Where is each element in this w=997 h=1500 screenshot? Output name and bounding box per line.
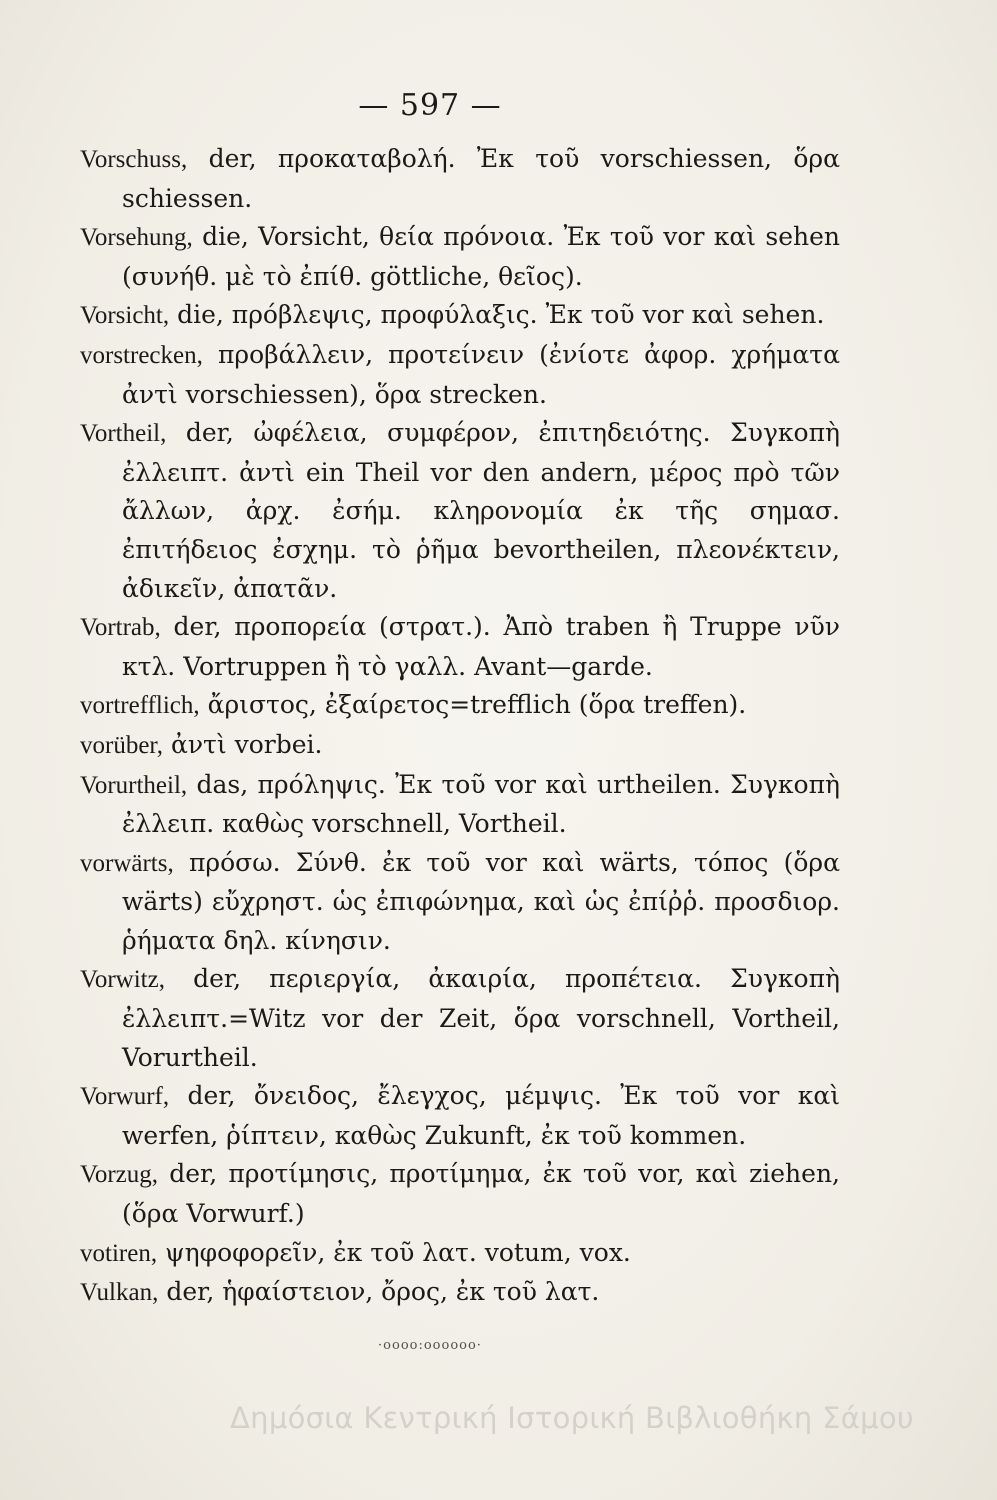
entry-headword: Vorsicht, bbox=[80, 302, 170, 330]
entry-headword: Vortheil, bbox=[80, 420, 167, 448]
entry-headword: Vorzug, bbox=[80, 1161, 159, 1189]
dictionary-entry bbox=[80, 296, 840, 336]
dictionary-entry bbox=[80, 336, 840, 414]
dictionary-entry bbox=[80, 1077, 840, 1155]
entry-definition: die, πρόβλεψις, προφύλαξις. Ἐκ τοῦ vor καὶ sehen. bbox=[177, 300, 825, 330]
dictionary-entry bbox=[80, 140, 840, 218]
entry-headword: Vorwurf, bbox=[80, 1083, 170, 1111]
entry-headword: Vorwitz, bbox=[80, 966, 165, 994]
entry-headword: vorstrecken, bbox=[80, 341, 203, 369]
entry-definition: der, περιεργία, ἀκαιρία, προπέτεια. Συγκοπὴ ἐλλειπτ.=Witz vor der Zeit, ὅρα vorschnell, Vortheil, Vorurtheil. bbox=[122, 964, 840, 1072]
entry-definition: der, ἡφαίστειον, ὄρος, ἐκ τοῦ λατ. bbox=[166, 1277, 600, 1307]
entry-definition: die, Vorsicht, θεία πρόνοια. Ἐκ τοῦ vor καὶ sehen (συνήθ. μὲ τὸ ἐπίθ. göttliche, θεῖος). bbox=[122, 222, 840, 291]
page-number: — 597 — bbox=[358, 88, 502, 123]
library-watermark: Δημόσια Κεντρική Ιστορική Βιβλιοθήκη Σάμου bbox=[230, 1401, 915, 1435]
entry-definition: der, προπορεία (στρατ.). Ἀπὸ traben ἢ Truppe νῦν κτλ. Vortruppen ἢ τὸ γαλλ. Avant—garde. bbox=[122, 612, 840, 681]
ornamental-separator: ·oooo:oooooo· bbox=[378, 1338, 482, 1353]
entry-headword: Vorurtheil, bbox=[80, 771, 188, 799]
entry-definition: ψηφοφορεῖν, ἐκ τοῦ λατ. votum, vox. bbox=[165, 1237, 631, 1267]
dictionary-entry bbox=[80, 686, 840, 726]
entry-definition: das, πρόληψις. Ἐκ τοῦ vor καὶ urtheilen. Συγκοπὴ ἐλλειπ. καθὼς vorschnell, Vortheil. bbox=[122, 769, 840, 839]
entry-definition: der, ὠφέλεια, συμφέρον, ἐπιτηδειότης. Συγκοπὴ ἐλλειπτ. ἀντὶ ein Theil vor den andern, μέρος πρὸ τῶν ἄλλων, ἀρχ. ἐσήμ. κληρονομία ἐκ τῆς σημασ. ἐπιτήδειος ἐσχημ. τὸ ῥῆμα bevortheilen, πλεονέκτειν, ἀδικεῖν, ἀπατᾶν. bbox=[122, 418, 840, 603]
dictionary-entry bbox=[80, 726, 840, 766]
entry-headword: vorüber, bbox=[80, 731, 163, 759]
entry-definition: προβάλλειν, προτείνειν (ἐνίοτε ἀφορ. χρήματα ἀντὶ vorschiessen), ὅρα strecken. bbox=[122, 339, 840, 409]
entry-definition: der, προτίμησις, προτίμημα, ἐκ τοῦ vor, καὶ ziehen, (ὅρα Vorwurf.) bbox=[122, 1159, 840, 1229]
dictionary-entry bbox=[80, 218, 840, 296]
entry-headword: Vorsehung, bbox=[80, 224, 193, 252]
entry-headword: vortrefflich, bbox=[80, 692, 200, 720]
dictionary-entry bbox=[80, 1273, 840, 1313]
entry-definition: der, προκαταβολή. Ἐκ τοῦ vorschiessen, ὅρα schiessen. bbox=[122, 144, 840, 213]
dictionary-entry bbox=[80, 608, 840, 686]
dictionary-entry bbox=[80, 414, 840, 608]
entry-headword: votiren, bbox=[80, 1239, 158, 1267]
entry-headword: Vortrab, bbox=[80, 614, 161, 642]
entry-definition: ἀντὶ vorbei. bbox=[170, 729, 323, 759]
dictionary-entry bbox=[80, 1155, 840, 1233]
dictionary-entries bbox=[80, 140, 840, 1313]
entry-headword: Vulkan, bbox=[80, 1279, 159, 1307]
dictionary-entry bbox=[80, 1234, 840, 1274]
entry-definition: πρόσω. Σύνθ. ἐκ τοῦ vor καὶ wärts, τόπος (ὅρα wärts) εὔχρηστ. ὡς ἐπιφώνημα, καὶ ὡς ἐπίῤῥ. προσδιορ. ῥήματα δηλ. κίνησιν. bbox=[122, 847, 840, 955]
entry-definition: ἄριστος, ἐξαίρετος=trefflich (ὅρα treffen). bbox=[207, 690, 747, 720]
dictionary-entry bbox=[80, 960, 840, 1077]
entry-definition: der, ὄνειδος, ἔλεγχος, μέμψις. Ἐκ τοῦ vor καὶ werfen, ῥίπτειν, καθὼς Zukunft, ἐκ τοῦ kommen. bbox=[122, 1081, 840, 1150]
entry-headword: vorwärts, bbox=[80, 849, 174, 877]
dictionary-entry bbox=[80, 766, 840, 844]
entry-headword: Vorschuss, bbox=[80, 146, 188, 173]
dictionary-entry bbox=[80, 844, 840, 961]
